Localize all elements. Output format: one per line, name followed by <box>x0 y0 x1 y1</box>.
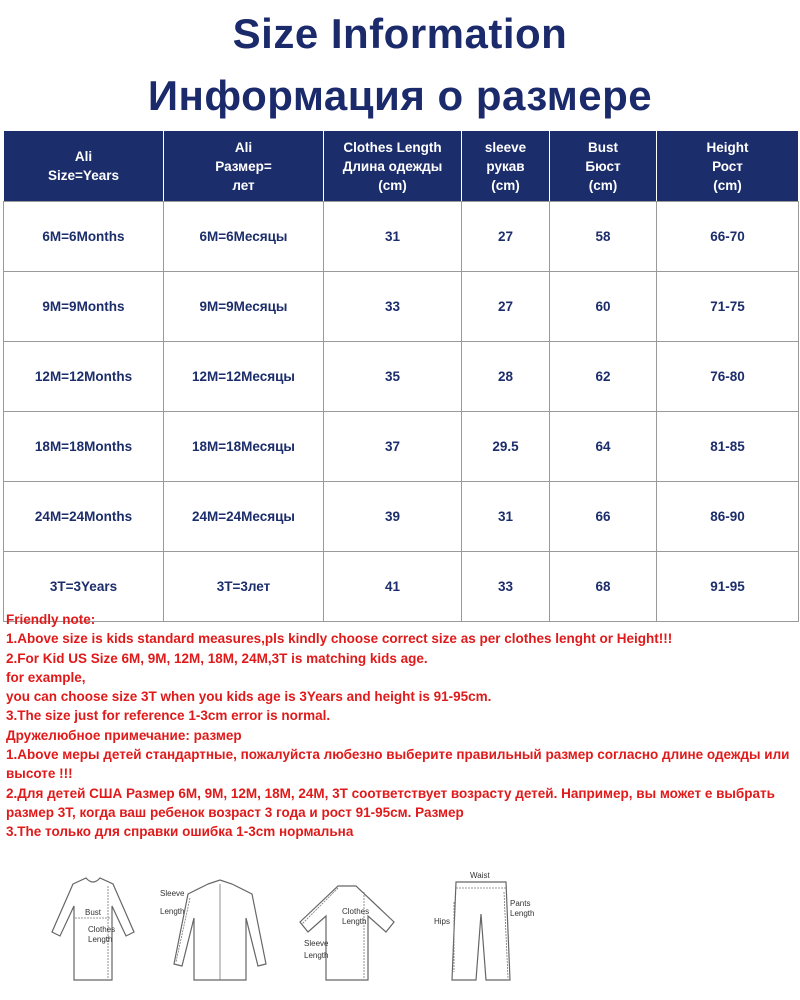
title-english: Size Information <box>232 10 568 57</box>
title-block <box>0 0 800 130</box>
cell-size-years: 24M=24Months <box>4 482 164 552</box>
note-line: 2.Для детей США Размер 6M, 9M, 12M, 18M, 24M, 3T соответствует возрасту детей. Например, вы может е выбрать размер 3T, когда ваш ребенок возраст 3 года и рост 91-95см. Размер <box>6 785 775 820</box>
cell-clothes-length: 41 <box>324 552 462 622</box>
length-label: Length <box>88 935 113 944</box>
cell-clothes-length: 37 <box>324 412 462 482</box>
note-line: Дружелюбное примечание: размер <box>6 727 242 743</box>
cell-size-ru: 12M=12Месяцы <box>164 342 324 412</box>
cell-height: 91-95 <box>657 552 799 622</box>
cell-bust: 58 <box>550 202 657 272</box>
cell-size-ru: 9M=9Месяцы <box>164 272 324 342</box>
cell-size-ru: 24M=24Месяцы <box>164 482 324 552</box>
cell-clothes-length: 31 <box>324 202 462 272</box>
cell-sleeve: 27 <box>462 272 550 342</box>
cell-size-ru: 6M=6Месяцы <box>164 202 324 272</box>
note-line: 3.The size just for reference 1-3cm error is normal. <box>6 708 331 724</box>
cell-clothes-length: 33 <box>324 272 462 342</box>
table-header-row <box>4 131 799 202</box>
length-label: Length <box>160 907 185 916</box>
length-label: Length <box>510 909 535 918</box>
cell-sleeve: 33 <box>462 552 550 622</box>
header-clothes-length: Clothes Length Длина одежды (cm) <box>324 131 462 202</box>
header-height: Height Рост (cm) <box>657 131 799 202</box>
sleeve-label: Sleeve <box>304 939 329 948</box>
cell-bust: 66 <box>550 482 657 552</box>
table-row <box>4 342 799 412</box>
waist-label: Waist <box>470 871 490 880</box>
header-bust: Bust Бюст (cm) <box>550 131 657 202</box>
friendly-notes <box>6 610 796 842</box>
length-label: Length <box>304 951 329 960</box>
cell-size-years: 6M=6Months <box>4 202 164 272</box>
cell-height: 76-80 <box>657 342 799 412</box>
note-line: 2.For Kid US Size 6M, 9M, 12M, 18M, 24M,3T is matching kids age. <box>6 650 428 666</box>
cell-sleeve: 29.5 <box>462 412 550 482</box>
cell-size-years: 3T=3Years <box>4 552 164 622</box>
sleeve-label: Sleeve <box>160 889 185 898</box>
cell-bust: 68 <box>550 552 657 622</box>
table-row <box>4 272 799 342</box>
cell-bust: 60 <box>550 272 657 342</box>
cell-bust: 64 <box>550 412 657 482</box>
cell-sleeve: 31 <box>462 482 550 552</box>
header-ali-size: Ali Size=Years <box>4 131 164 202</box>
cell-sleeve: 28 <box>462 342 550 412</box>
cell-clothes-length: 39 <box>324 482 462 552</box>
cell-size-years: 9M=9Months <box>4 272 164 342</box>
pants-diagram <box>426 862 536 994</box>
bust-label: Bust <box>85 908 102 917</box>
cell-clothes-length: 35 <box>324 342 462 412</box>
clothes-label: Clothes <box>342 907 370 916</box>
pants-label: Pants <box>510 899 531 908</box>
note-line: for example, <box>6 669 86 685</box>
table-row <box>4 482 799 552</box>
cell-bust: 62 <box>550 342 657 412</box>
cell-sleeve: 27 <box>462 202 550 272</box>
cell-size-years: 12M=12Months <box>4 342 164 412</box>
table-row <box>4 412 799 482</box>
cell-size-ru: 3T=3лет <box>164 552 324 622</box>
length-label: Length <box>342 917 367 926</box>
note-line: Friendly note: <box>6 612 96 627</box>
header-sleeve: sleeve рукав (cm) <box>462 131 550 202</box>
table-row <box>4 202 799 272</box>
note-line: 1.Above size is kids standard measures,pls kindly choose correct size as per clothes lenght or Height!!! <box>6 631 673 647</box>
tshirt-diagram <box>38 862 148 994</box>
header-ali-razmer: Ali Размер= лет <box>164 131 324 202</box>
shirt-diagram <box>148 862 273 994</box>
note-line: you can choose size 3T when you kids age is 3Years and height is 91-95cm. <box>6 689 492 705</box>
note-line: 3.The только для справки ошибка 1-3cm нормальна <box>6 824 354 840</box>
clothes-label: Clothes <box>88 925 116 934</box>
cell-size-ru: 18M=18Месяцы <box>164 412 324 482</box>
measurement-diagrams <box>38 862 538 994</box>
cell-height: 66-70 <box>657 202 799 272</box>
note-line: 1.Above меры детей стандартные, пожалуйста любезно выберите правильный размер согласно длине одежды или высоте !!! <box>6 747 790 782</box>
title-russian: Информация о размере <box>147 72 653 119</box>
cell-height: 86-90 <box>657 482 799 552</box>
cell-size-years: 18M=18Months <box>4 412 164 482</box>
raglan-diagram <box>276 862 416 994</box>
cell-height: 81-85 <box>657 412 799 482</box>
hips-label: Hips <box>434 917 451 926</box>
size-table <box>3 130 799 622</box>
cell-height: 71-75 <box>657 272 799 342</box>
